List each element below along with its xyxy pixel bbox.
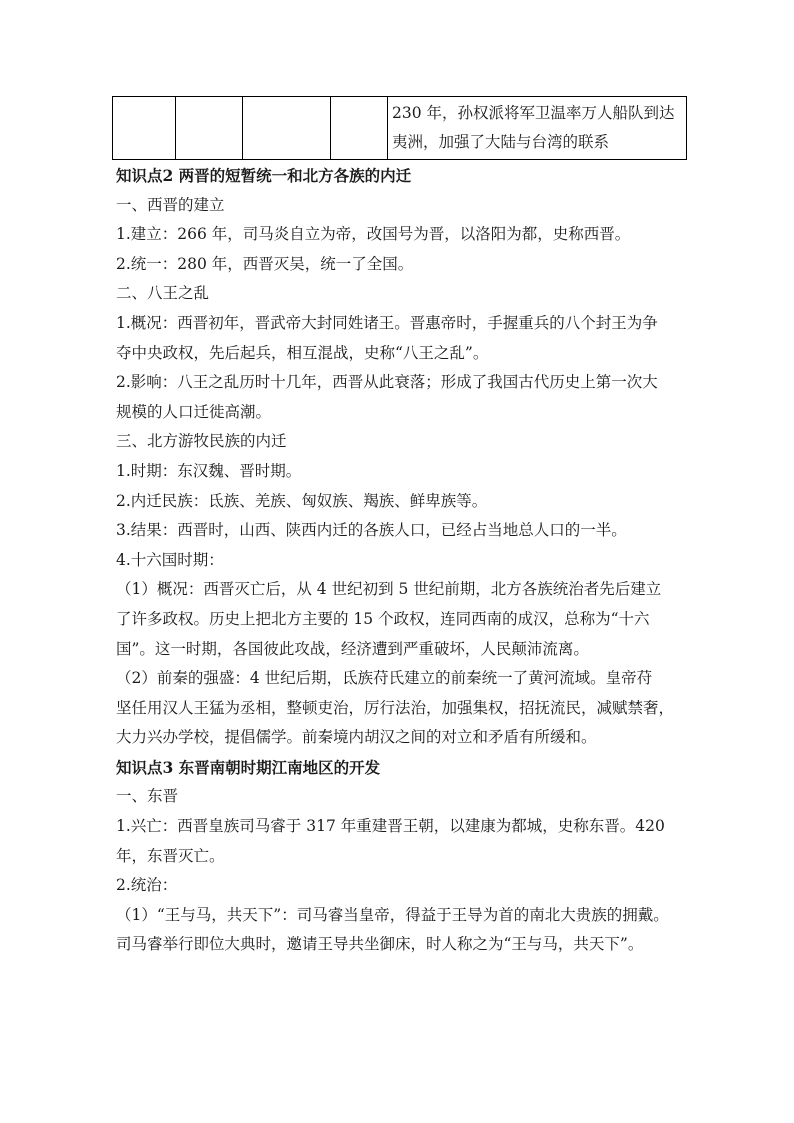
paragraph-line: （1）概况：西晋灭亡后，从 4 世纪初到 5 世纪前期，北方各族统治者先后建立 <box>116 580 662 599</box>
table-cell <box>243 97 331 160</box>
paragraph-line: 4.十六国时期： <box>116 550 224 569</box>
paragraph-line: 司马睿举行即位大典时，邀请王导共坐御床，时人称之为“王与马，共天下”。 <box>116 935 644 954</box>
paragraph-line: （1）“王与马，共天下”：司马睿当皇帝，得益于王导为首的南北大贵族的拥戴。 <box>116 905 669 924</box>
paragraph-line: 国”。这一时期，各国彼此攻战，经济遭到严重破坏，人民颠沛流离。 <box>116 639 589 658</box>
paragraph-line: 坚任用汉人王猛为丞相，整顿吏治，厉行法治，加强集权，招抚流民，减赋禁奢， <box>116 698 675 717</box>
table-fragment <box>112 96 687 160</box>
paragraph-line: 1.建立：266 年，司马炎自立为帝，改国号为晋，以洛阳为都，史称西晋。 <box>116 225 631 244</box>
section-heading: 三、北方游牧民族的内迁 <box>116 432 287 451</box>
section-heading: 二、八王之乱 <box>116 284 210 303</box>
paragraph-line: （2）前秦的强盛：4 世纪后期，氐族苻氏建立的前秦统一了黄河流域。皇帝苻 <box>116 669 653 688</box>
document-body <box>116 161 682 960</box>
table-cell <box>331 97 388 160</box>
section-heading: 一、东晋 <box>116 787 179 806</box>
paragraph-line: 2.统一：280 年，西晋灭吴，统一了全国。 <box>116 254 414 273</box>
table-cell-line: 230 年，孙权派将军卫温率万人船队到达 <box>392 104 675 122</box>
paragraph-line: 1.时期：东汉魏、晋时期。 <box>116 461 302 480</box>
paragraph-line: 1.兴亡：西晋皇族司马睿于 317 年重建晋王朝，以建康为都城，史称东晋。420 <box>116 817 665 836</box>
paragraph-line: 了许多政权。历史上把北方主要的 15 个政权，连同西南的成汉，总称为“十六 <box>116 609 650 628</box>
paragraph-line: 1.概况：西晋初年，晋武帝大封同姓诸王。晋惠帝时，手握重兵的八个封王为争 <box>116 313 658 332</box>
paragraph-line: 2.内迁民族：氐族、羌族、匈奴族、羯族、鲜卑族等。 <box>116 491 488 510</box>
paragraph-line: 规模的人口迁徙高潮。 <box>116 402 272 421</box>
table-cell <box>113 97 176 160</box>
paragraph-line: 大力兴办学校，提倡儒学。前秦境内胡汉之间的对立和矛盾有所缓和。 <box>116 728 597 747</box>
paragraph-line: 2.影响：八王之乱历时十几年，西晋从此衰落；形成了我国古代历史上第一次大 <box>116 373 658 392</box>
paragraph-line: 年，东晋灭亡。 <box>116 846 225 865</box>
knowledge-point-heading: 知识点3 东晋南朝时期江南地区的开发 <box>116 757 381 777</box>
knowledge-point-heading: 知识点2 两晋的短暂统一和北方各族的内迁 <box>116 166 412 185</box>
paragraph-line: 夺中央政权，先后起兵，相互混战，史称“八王之乱”。 <box>116 343 489 362</box>
table-cell-line: 夷洲，加强了大陆与台湾的联系 <box>392 133 610 151</box>
paragraph-line: 2.统治： <box>116 876 178 895</box>
section-heading: 一、西晋的建立 <box>116 195 225 214</box>
paragraph-line: 3.结果：西晋时，山西、陕西内迁的各族人口，已经占当地总人口的一半。 <box>116 521 627 540</box>
table-row <box>113 97 687 160</box>
table-cell-text <box>388 97 687 160</box>
table-cell <box>176 97 243 160</box>
